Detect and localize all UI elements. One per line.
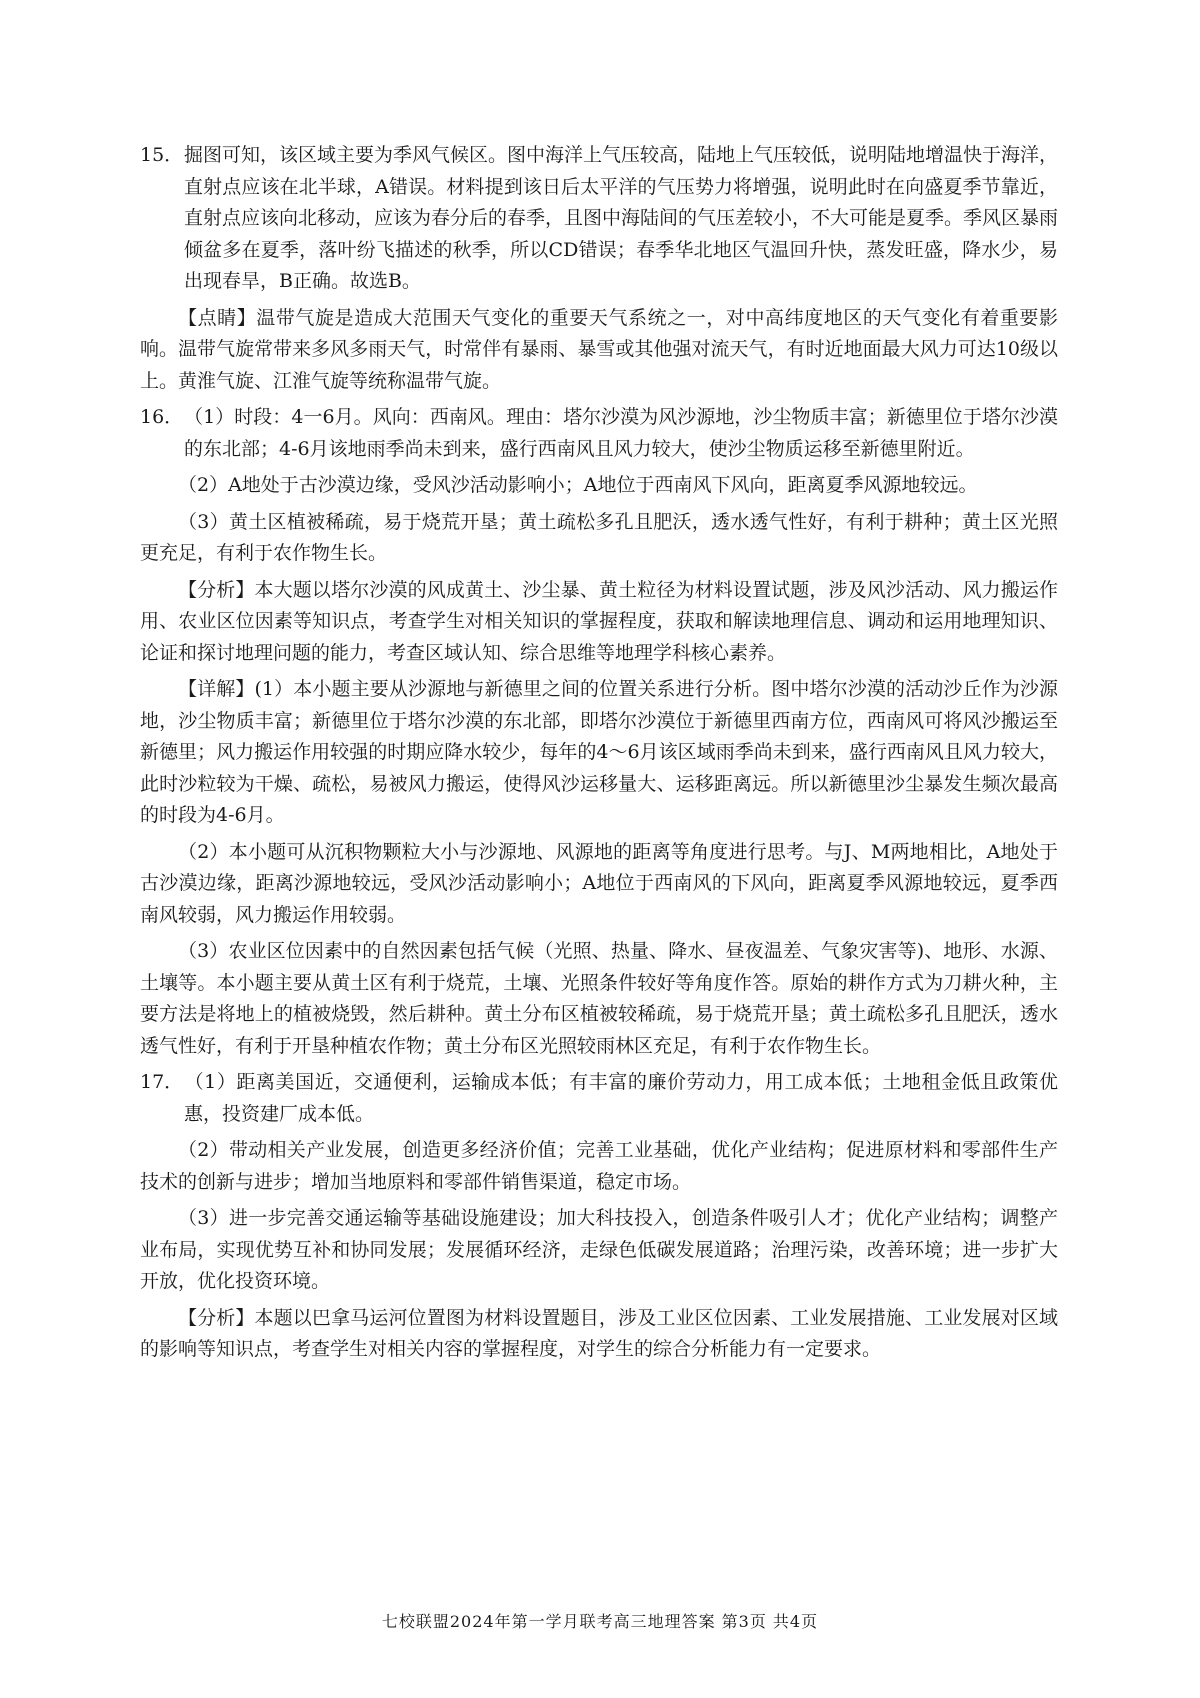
answer-content bbox=[140, 140, 1058, 1371]
question-16-number: 16． bbox=[140, 406, 184, 428]
question-16-answer-2: （2）A地处于古沙漠边缘，受风沙活动影响小；A地位于西南风下风向，距离夏季风源地较远。 bbox=[178, 474, 978, 496]
question-15-number: 15． bbox=[140, 144, 184, 166]
question-16-analysis: 【分析】本大题以塔尔沙漠的风成黄土、沙尘暴、黄土粒径为材料设置试题，涉及风沙活动、风力搬运作用、农业区位因素等知识点，考查学生对相关知识的掌握程度，获取和解读地理信息、调动和运用地理知识、论证和探讨地理问题的能力，考查区域认知、综合思维等地理学科核心素养。 bbox=[140, 578, 1058, 664]
question-17-analysis: 【分析】本题以巴拿马运河位置图为材料设置题目，涉及工业区位因素、工业发展措施、工业发展对区域的影响等知识点，考查学生对相关内容的掌握程度，对学生的综合分析能力有一定要求。 bbox=[140, 1306, 1058, 1360]
question-15-answer: 掘图可知，该区域主要为季风气候区。图中海洋上气压较高，陆地上气压较低，说明陆地增温快于海洋，直射点应该在北半球，A错误。材料提到该日后太平洋的气压势力将增强，说明此时在向盛夏季节靠近，直射点应该向北移动，应该为春分后的春季，且图中海陆间的气压差较小，不大可能是夏季。季风区暴雨倾盆多在夏季，落叶纷飞描述的秋季，所以CD错误；春季华北地区气温回升快，蒸发旺盛，降水少，易出现春旱，B正确。故选B。 bbox=[184, 144, 1059, 292]
question-17-answer-2: （2）带动相关产业发展，创造更多经济价值；完善工业基础，优化产业结构；促进原材料和零部件生产技术的创新与进步；增加当地原料和零部件销售渠道，稳定市场。 bbox=[140, 1139, 1058, 1193]
question-16-answer-1: （1）时段：4一6月。风向：西南风。理由：塔尔沙漠为风沙源地，沙尘物质丰富；新德里位于塔尔沙漠的东北部；4-6月该地雨季尚未到来，盛行西南风且风力较大，使沙尘物质运移至新德里附近。 bbox=[184, 406, 1058, 460]
page-footer: 七校联盟2024年第一学月联考高三地理答案 第3页 共4页 bbox=[381, 1612, 819, 1631]
question-15-note: 【点睛】温带气旋是造成大范围天气变化的重要天气系统之一，对中高纬度地区的天气变化有着重要影响。温带气旋常带来多风多雨天气，时常伴有暴雨、暴雪或其他强对流天气，有时近地面最大风力可达10级以上。黄淮气旋、江淮气旋等统称温带气旋。 bbox=[140, 306, 1058, 392]
question-16-part-1 bbox=[140, 402, 1058, 465]
question-16-answer-3: （3）黄土区植被稀疏，易于烧荒开垦；黄土疏松多孔且肥沃，透水透气性好，有利于耕种；黄土区光照更充足，有利于农作物生长。 bbox=[140, 510, 1058, 564]
question-17-answer-1: （1）距离美国近，交通便利，运输成本低；有丰富的廉价劳动力，用工成本低；土地租金低且政策优惠，投资建厂成本低。 bbox=[184, 1071, 1058, 1125]
question-15 bbox=[140, 140, 1058, 298]
question-16-detail-2: （2）本小题可从沉积物颗粒大小与沙源地、风源地的距离等角度进行思考。与J、M两地相比，A地处于古沙漠边缘，距离沙源地较远，受风沙活动影响小；A地位于西南风的下风向，距离夏季风源地较远，夏季西南风较弱，风力搬运作用较弱。 bbox=[140, 840, 1058, 926]
question-17-part-1 bbox=[140, 1067, 1058, 1130]
question-17-number: 17． bbox=[140, 1071, 184, 1093]
question-16-detail-3: （3）农业区位因素中的自然因素包括气候（光照、热量、降水、昼夜温差、气象灾害等)、地形、水源、土壤等。本小题主要从黄土区有利于烧荒，土壤、光照条件较好等角度作答。原始的耕作方式为刀耕火种，主要方法是将地上的植被烧毁，然后耕种。黄土分布区植被较稀疏，易于烧荒开垦；黄土疏松多孔且肥沃，透水透气性好，有利于开垦种植农作物；黄土分布区光照较雨林区充足，有利于农作物生长。 bbox=[140, 940, 1058, 1057]
question-16-detail-1: 【详解】(1）本小题主要从沙源地与新德里之间的位置关系进行分析。图中塔尔沙漠的活动沙丘作为沙源地，沙尘物质丰富；新德里位于塔尔沙漠的东北部，即塔尔沙漠位于新德里西南方位，西南风可将风沙搬运至新德里；风力搬运作用较强的时期应降水较少，每年的4～6月该区域雨季尚未到来，盛行西南风且风力较大，此时沙粒较为干燥、疏松，易被风力搬运，使得风沙运移量大、运移距离远。所以新德里沙尘暴发生频次最高的时段为4-6月。 bbox=[140, 678, 1058, 826]
question-17-answer-3: （3）进一步完善交通运输等基础设施建设；加大科技投入，创造条件吸引人才；优化产业结构；调整产业布局，实现优势互补和协同发展；发展循环经济，走绿色低碳发展道路；治理污染，改善环境；进一步扩大开放，优化投资环境。 bbox=[140, 1207, 1058, 1292]
